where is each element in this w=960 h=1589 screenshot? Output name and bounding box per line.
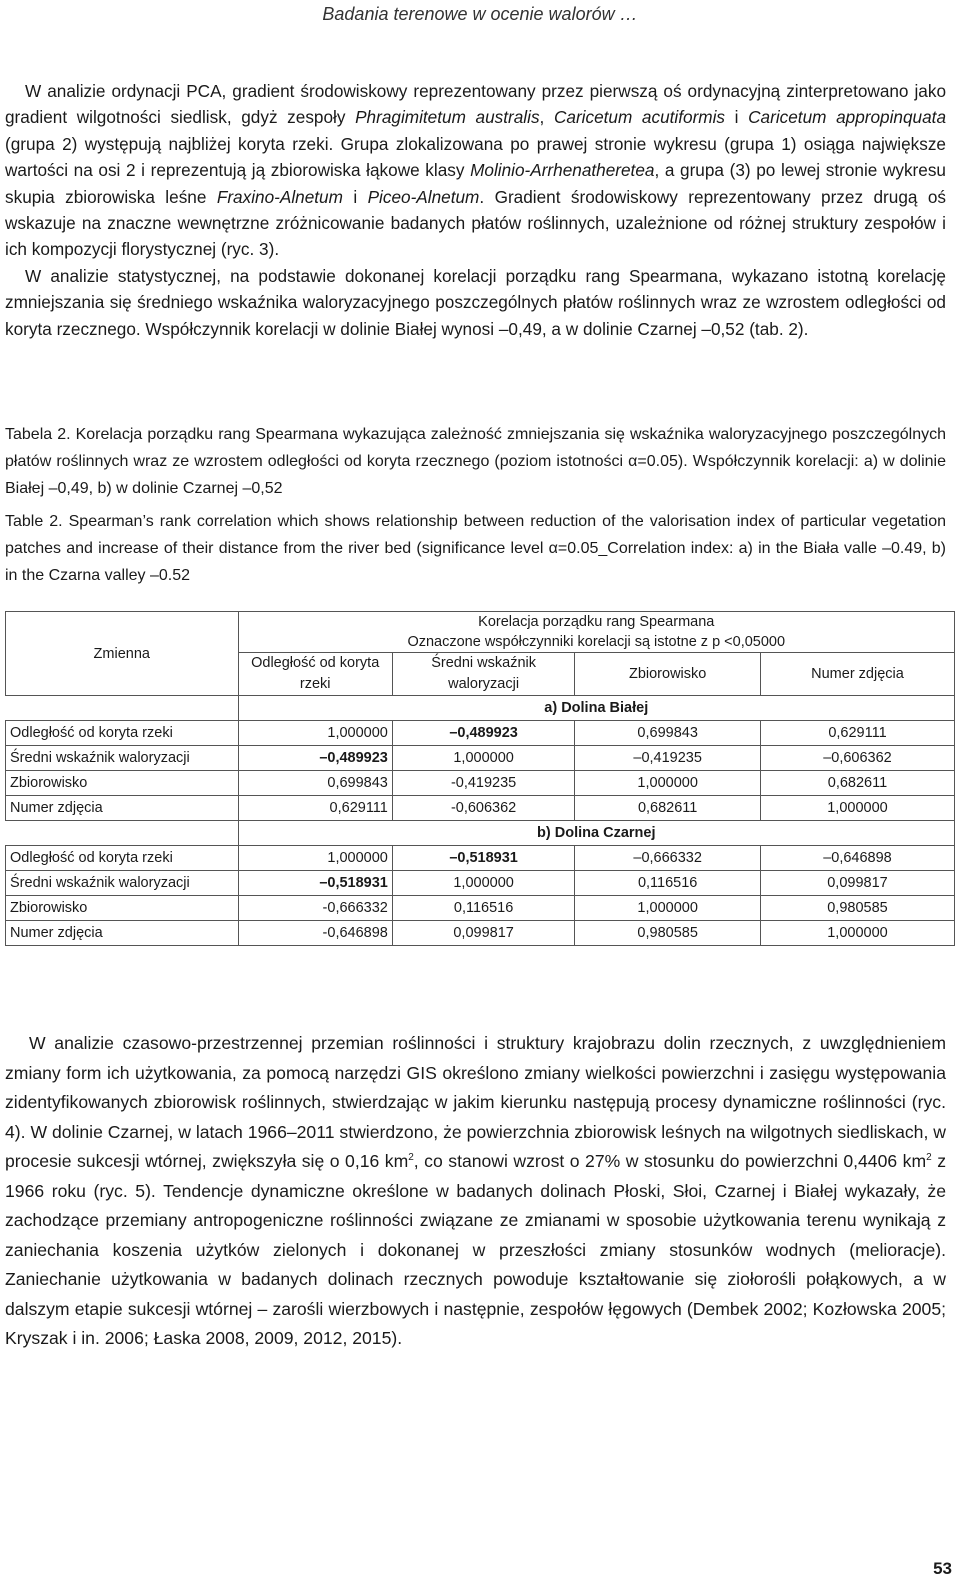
header-col-community: Zbiorowisko	[575, 653, 761, 696]
cell: 0,682611	[575, 796, 761, 821]
cell: 1,000000	[760, 796, 954, 821]
cell: –0,419235	[575, 746, 761, 771]
text: W analizie ordynacji PCA, gradient środowiskowy reprezentowany przez pierwszą oś ordynacyjną zinterpretowano jako gradient wilgotności siedlisk, gdyż zespoły	[5, 81, 946, 128]
cell: 0,629111	[238, 796, 392, 821]
page-number: 53	[933, 1559, 952, 1578]
table-row	[6, 771, 955, 796]
cell: 0,116516	[392, 896, 574, 921]
species-name: Molinio-Arrhenatheretea	[470, 160, 655, 181]
header-col-index: Średni wskaźnik waloryzacji	[392, 653, 574, 696]
row-label: Odległość od koryta rzeki	[6, 721, 239, 746]
text: ,	[539, 107, 554, 128]
text: (grupa 2) występują najbliżej koryta rzeki. Grupa zlokalizowana po prawej stronie wykresu (grupa 1) osiąga największe wartości na osi 2 i reprezentują ją zbiorowiska łąkowe klasy	[5, 133, 946, 181]
cell: –0,518931	[238, 871, 392, 896]
table-caption-en: Table 2. Spearman’s rank correlation which shows relationship between reduction of the valorisation index of particular vegetation patches and increase of their distance from the river bed (significance level α=0.05_Correlation index: a) in the Biała valle –0.49, b) in the Czarna valley –0.52	[5, 513, 946, 584]
cell: 0,980585	[575, 921, 761, 946]
cell: 0,699843	[238, 771, 392, 796]
section-spacer	[6, 821, 239, 846]
table-row	[6, 846, 955, 871]
row-label: Numer zdjęcia	[6, 921, 239, 946]
superscript: 2	[926, 1152, 932, 1164]
header-col-photo: Numer zdjęcia	[760, 653, 954, 696]
cell: 1,000000	[575, 896, 761, 921]
table-row	[6, 896, 955, 921]
table-row	[6, 796, 955, 821]
row-label: Numer zdjęcia	[6, 796, 239, 821]
species-name: Caricetum appropinquata	[748, 107, 947, 128]
cell: 1,000000	[392, 746, 574, 771]
species-name: Piceo-Alnetum	[367, 186, 480, 207]
cell: -0,606362	[392, 796, 574, 821]
row-label: Średni wskaźnik waloryzacji	[6, 746, 239, 771]
row-label: Zbiorowisko	[6, 896, 239, 921]
text: W analizie statystycznej, na podstawie dokonanej korelacji porządku rang Spearmana, wykazano istotną korelację zmniejszania się średniego wskaźnika waloryzacyjnego poszczególnych płatów roślinnych wraz ze wzrostem odległości od koryta rzecznego. Współczynnik korelacji w dolinie Białej wynosi –0,49, a w dolinie Czarnej –0,52 (tab. 2).	[5, 265, 946, 339]
cell: 0,682611	[760, 771, 954, 796]
text: W analizie czasowo-przestrzennej przemian roślinności i struktury krajobrazu dolin rzecznych, z uwzględnieniem zmiany form ich użytkowania, za pomocą narzędzi GIS określono zmiany wielkości powierzchni i zasięgu występowania zidentyfikowanych zbiorowisk roślinnych, stwierdzając w jakim kierunku następują procesy dynamiczne roślinności (ryc. 4). W dolinie Czarnej, w latach 1966–2011 stwierdzono, że powierzchnia zbiorowisk leśnych na wilgotnych siedliskach, w procesie sukcesji wtórnej, zwiększyła się o 0,16 km	[5, 1033, 946, 1171]
running-header: Badania terenowe w ocenie walorów …	[322, 4, 638, 24]
cell: 0,099817	[760, 871, 954, 896]
body-paragraph-1	[5, 78, 946, 342]
header-title-line2: Oznaczone współczynniki korelacji są istotne z p <0,05000	[407, 634, 786, 650]
cell: 0,699843	[575, 721, 761, 746]
cell: –0,518931	[392, 846, 574, 871]
row-label: Średni wskaźnik waloryzacji	[6, 871, 239, 896]
table-row	[6, 746, 955, 771]
header-col-distance: Odległość od koryta rzeki	[238, 653, 392, 696]
text: , co stanowi wzrost o 27% w stosunku do powierzchni 0,4406 km	[413, 1151, 927, 1171]
text: . Gradient środowiskowy reprezentowany przez drugą oś wskazuje na znaczne wewnętrzne zróżnicowanie badanych płatów roślinnych, uzależnione od różnej struktury zespołów i ich kompozycji florystycznej (ryc. 3).	[5, 186, 947, 260]
species-name: Fraxino-Alnetum	[216, 186, 343, 207]
section-b-label: b) Dolina Czarnej	[238, 821, 954, 846]
cell: 0,980585	[760, 896, 954, 921]
section-spacer	[6, 696, 239, 721]
section-a-label: a) Dolina Białej	[238, 696, 954, 721]
cell: 1,000000	[575, 771, 761, 796]
table-row	[6, 721, 955, 746]
header-title-line1: Korelacja porządku rang Spearmana	[478, 614, 715, 630]
cell: 1,000000	[238, 846, 392, 871]
body-paragraph-2	[5, 1029, 946, 1354]
cell: –0,646898	[760, 846, 954, 871]
cell: –0,489923	[392, 721, 574, 746]
text: z 1966 roku (ryc. 5). Tendencje dynamiczne określone w badanych dolinach Płoski, Słoi, Czarnej i Białej wykazały, że zachodzące przemiany antropogeniczne roślinności związane ze zmianami w sposobie użytkowania terenu wynikają z zaniechania koszenia użytków zielonych i dokonanej w przeszłości zmiany stosunków wodnych (melioracje). Zaniechanie użytkowania w badanych dolinach rzecznych powoduje kształtowanie się ziołorośli połąkowych, a w dalszym etapie sukcesji wtórnej – zarośli wierzbowych i następnie, zespołów łęgowych (Dembek 2002; Kozłowska 2005; Kryszak i in. 2006; Łaska 2008, 2009, 2012, 2015).	[5, 1151, 946, 1348]
header-title	[238, 612, 954, 653]
cell: -0,419235	[392, 771, 574, 796]
species-name: Caricetum acutiformis	[553, 107, 726, 128]
text: i	[342, 186, 368, 207]
correlation-table	[5, 611, 955, 946]
cell: –0,606362	[760, 746, 954, 771]
row-label: Odległość od koryta rzeki	[6, 846, 239, 871]
cell: 0,629111	[760, 721, 954, 746]
table-caption-pl: Tabela 2. Korelacja porządku rang Spearmana wykazująca zależność zmniejszania się wskaźnika waloryzacyjnego poszczególnych płatów roślinnych wraz ze wzrostem odległości od koryta rzecznego (poziom istotności α=0.05). Współczynnik korelacji: a) w dolinie Białej –0,49, b) w dolinie Czarnej –0,52	[5, 426, 946, 497]
text: i	[725, 107, 749, 128]
cell: 1,000000	[392, 871, 574, 896]
cell: 0,116516	[575, 871, 761, 896]
cell: –0,489923	[238, 746, 392, 771]
cell: –0,666332	[575, 846, 761, 871]
row-label: Zbiorowisko	[6, 771, 239, 796]
cell: 1,000000	[238, 721, 392, 746]
species-name: Phragimitetum australis	[355, 107, 540, 128]
header-variable: Zmienna	[6, 612, 239, 696]
table-row	[6, 871, 955, 896]
superscript: 2	[408, 1152, 414, 1164]
cell: 0,099817	[392, 921, 574, 946]
table-row	[6, 921, 955, 946]
cell: -0,646898	[238, 921, 392, 946]
text: , a grupa (3) po lewej stronie wykresu skupia zbiorowiska leśne	[5, 160, 946, 207]
cell: 1,000000	[760, 921, 954, 946]
cell: -0,666332	[238, 896, 392, 921]
